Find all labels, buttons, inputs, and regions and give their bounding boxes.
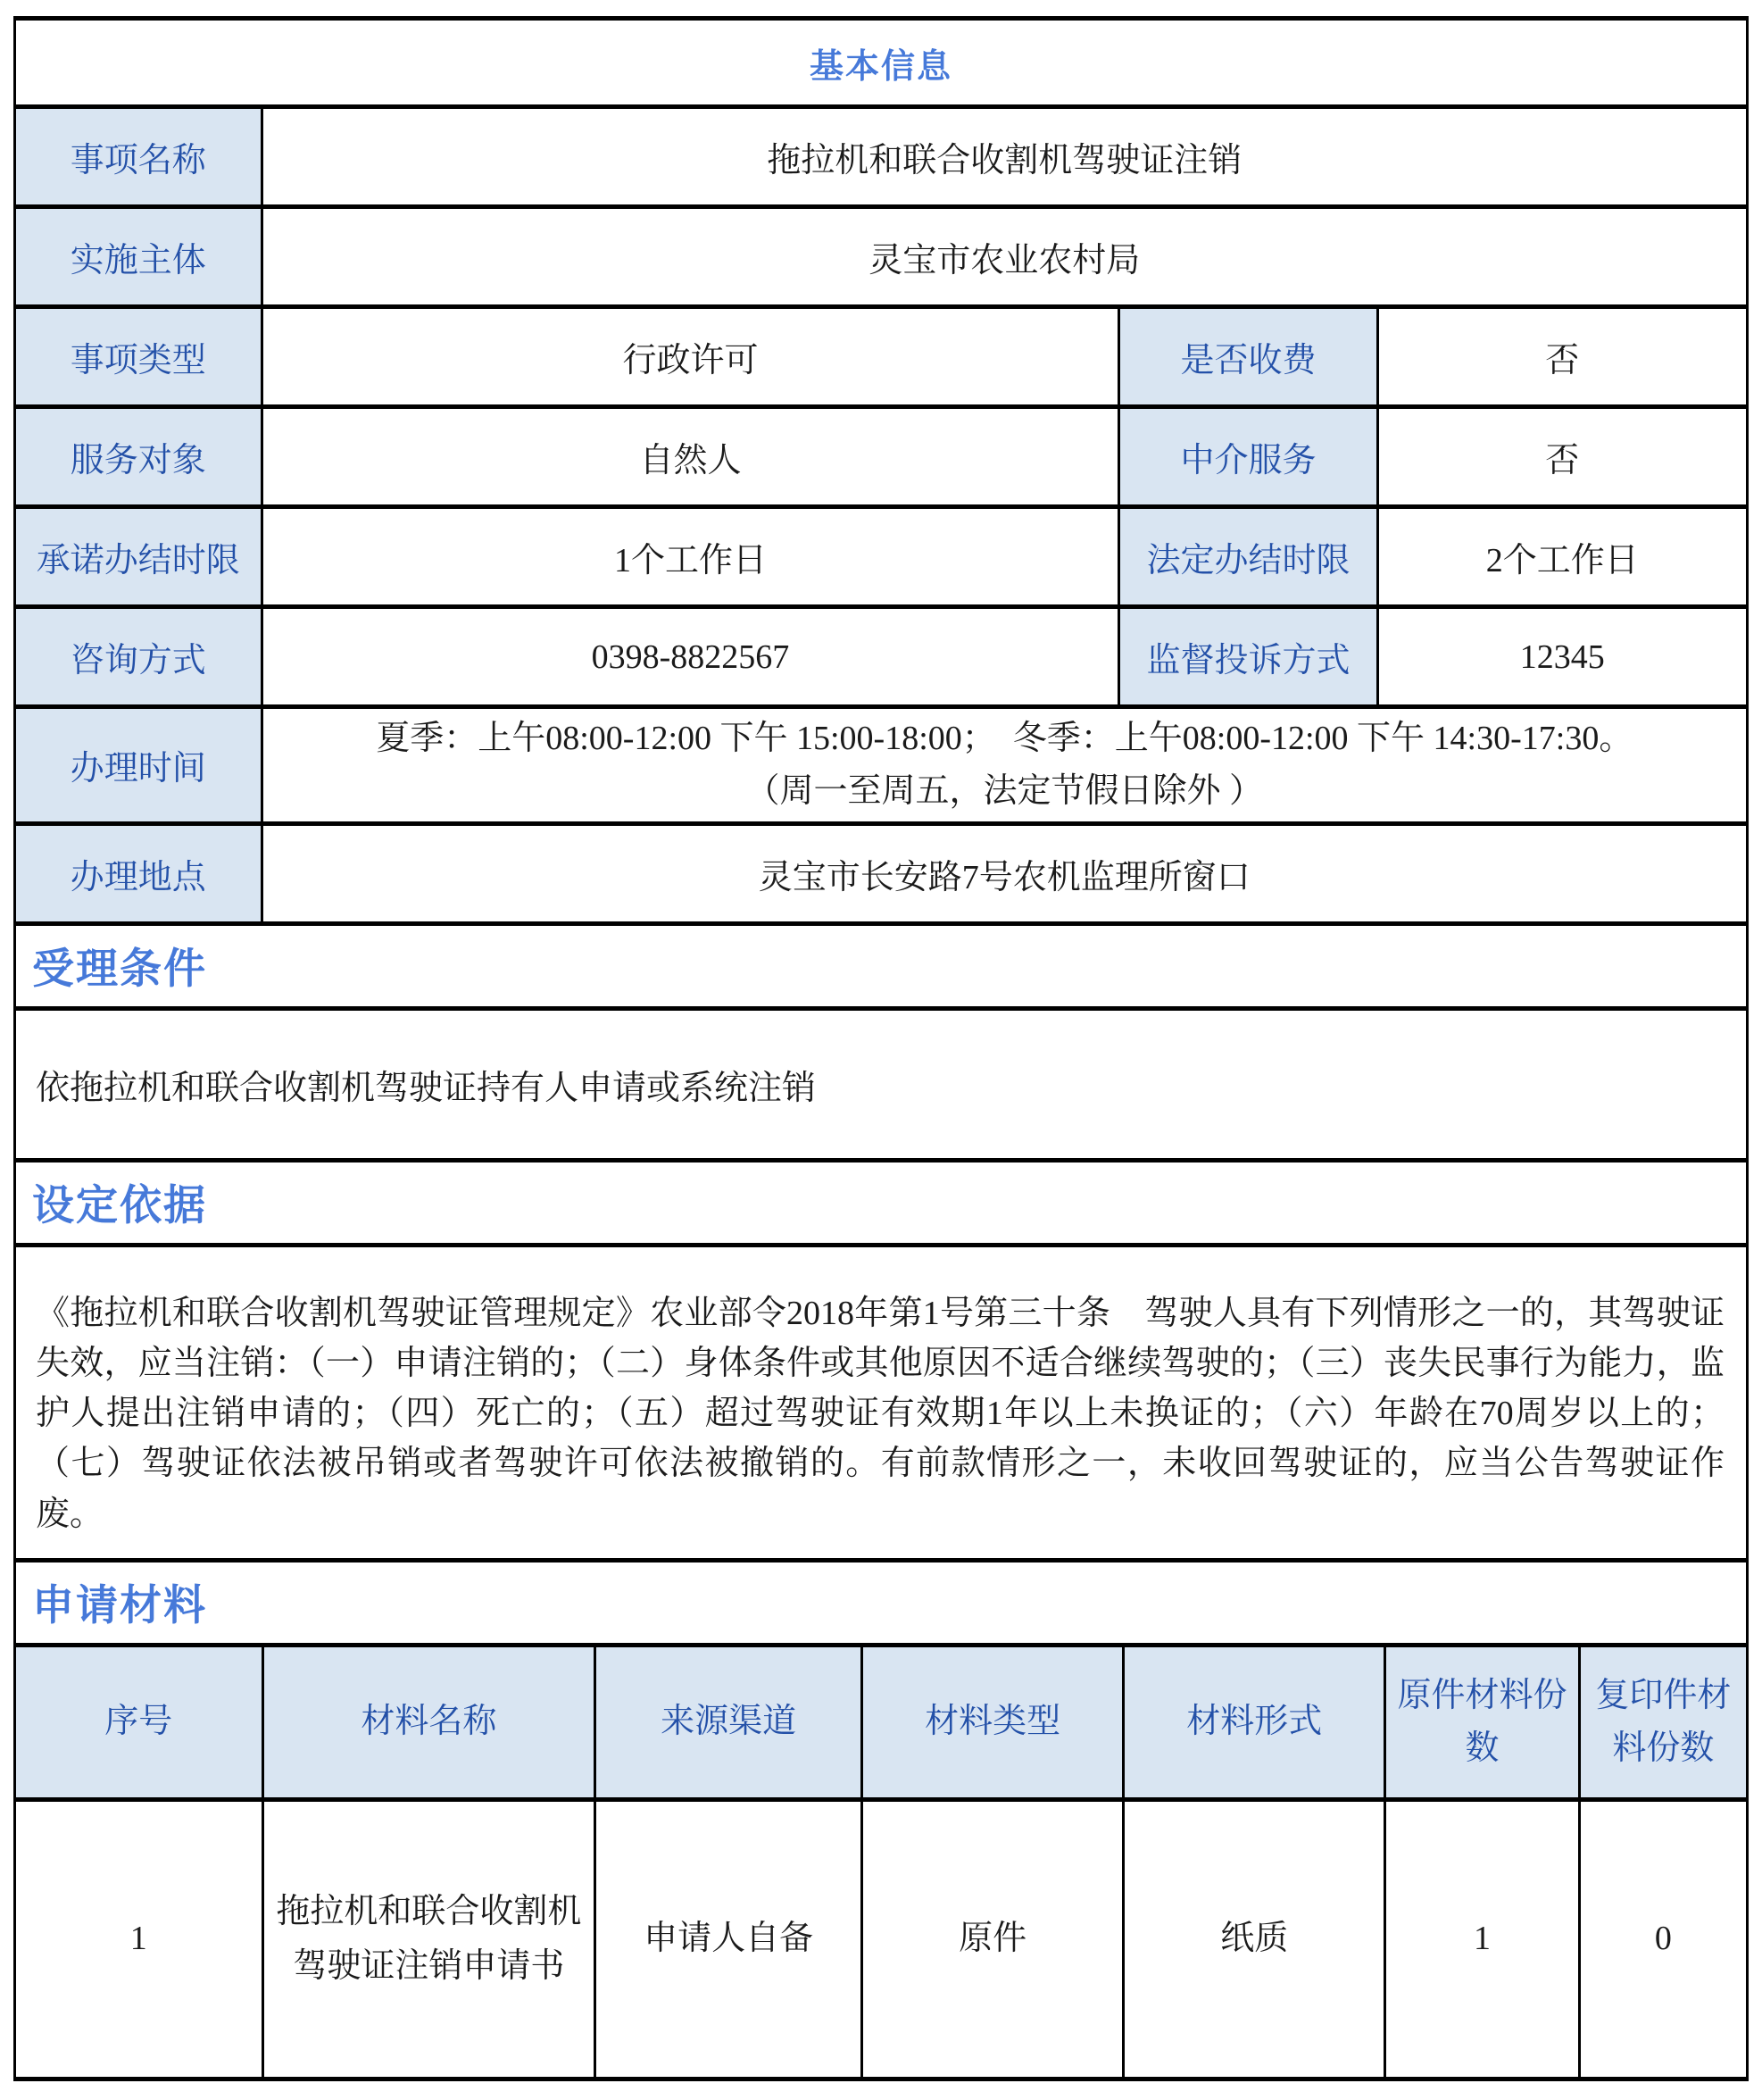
section-title-materials: 申请材料 [13, 1558, 1749, 1647]
consult-label: 咨询方式 [15, 607, 262, 707]
item-type-label: 事项类型 [15, 307, 262, 407]
col-header-material-form: 材料形式 [1124, 1645, 1385, 1799]
row-implementer [15, 207, 1748, 307]
material-form: 纸质 [1124, 1799, 1385, 2079]
legal-limit-value: 2个工作日 [1377, 507, 1747, 607]
legal-basis-content-text: 《拖拉机和联合收割机驾驶证管理规定》农业部令2018年第1号第三十条 驾驶人具有下列情形之一的，其驾驶证失效，应当注销：（一）申请注销的；（二）身体条件或其他原因不适合继续驾驶的；（三）丧失民事行为能力，监护人提出注销申请的；（四）死亡的；（五）超过驾驶证有效期1年以上未换证的；（六）年龄在70周岁以上的；（七）驾驶证依法被吊销或者驾驶许可依法被撤销的。有前款情形之一，未收回驾驶证的，应当公告驾驶证作废。 [36, 1294, 1725, 1533]
complaint-label: 监督投诉方式 [1119, 607, 1377, 707]
item-name-value: 拖拉机和联合收割机驾驶证注销 [262, 107, 1747, 207]
intermediary-label: 中介服务 [1119, 407, 1377, 507]
consult-value: 0398-8822567 [262, 607, 1119, 707]
row-time-limits [15, 507, 1748, 607]
hours-line-1: 夏季：上午08:00-12:00 下午 15:00-18:00； 冬季：上午08:00-12:00 下午 14:30-17:30。 [376, 720, 1633, 757]
implementer-value: 灵宝市农业农村局 [262, 207, 1747, 307]
complaint-value: 12345 [1377, 607, 1747, 707]
location-value: 灵宝市长安路7号农机监理所窗口 [262, 823, 1747, 923]
material-source: 申请人自备 [595, 1799, 862, 2079]
row-service-target-intermediary [15, 407, 1748, 507]
section-title-basic-info: 基本信息 [15, 19, 1748, 107]
material-copy-count: 0 [1579, 1799, 1747, 2079]
col-header-seq: 序号 [15, 1645, 263, 1799]
promised-limit-value: 1个工作日 [262, 507, 1119, 607]
acceptance-content-box [13, 1006, 1749, 1162]
legal-limit-label: 法定办结时限 [1119, 507, 1377, 607]
acceptance-content-text: 依拖拉机和联合收割机驾驶证持有人申请或系统注销 [36, 1069, 817, 1107]
materials-data-row [15, 1799, 1748, 2079]
row-item-name [15, 107, 1748, 207]
fee-label: 是否收费 [1119, 307, 1377, 407]
fee-value: 否 [1377, 307, 1747, 407]
material-original-count: 1 [1385, 1799, 1579, 2079]
promised-limit-label: 承诺办结时限 [15, 507, 262, 607]
service-target-label: 服务对象 [15, 407, 262, 507]
section-title-legal-basis: 设定依据 [13, 1158, 1749, 1247]
row-contact [15, 607, 1748, 707]
location-label: 办理地点 [15, 823, 262, 923]
row-hours [15, 707, 1748, 824]
hours-line-2: （周一至周五，法定节假日除外 ） [745, 771, 1264, 810]
col-header-material-type: 材料类型 [862, 1645, 1124, 1799]
item-name-label: 事项名称 [15, 107, 262, 207]
hours-value [262, 707, 1747, 824]
document-content [13, 16, 1749, 2081]
row-location [15, 823, 1748, 923]
intermediary-value: 否 [1377, 407, 1747, 507]
col-header-copy-count: 复印件材料份数 [1579, 1645, 1747, 1799]
legal-basis-content-box [13, 1243, 1749, 1562]
materials-table [13, 1643, 1749, 2081]
col-header-material-name: 材料名称 [262, 1645, 595, 1799]
basic-info-table [13, 16, 1749, 926]
col-header-original-count: 原件材料份数 [1385, 1645, 1579, 1799]
material-name: 拖拉机和联合收割机驾驶证注销申请书 [262, 1799, 595, 2079]
hours-label: 办理时间 [15, 707, 262, 824]
materials-header-row [15, 1645, 1748, 1799]
section-title-acceptance: 受理条件 [13, 921, 1749, 1011]
material-type: 原件 [862, 1799, 1124, 2079]
item-type-value: 行政许可 [262, 307, 1119, 407]
basic-info-title-row [15, 19, 1748, 107]
implementer-label: 实施主体 [15, 207, 262, 307]
col-header-source: 来源渠道 [595, 1645, 862, 1799]
material-seq: 1 [15, 1799, 263, 2079]
service-target-value: 自然人 [262, 407, 1119, 507]
row-item-type-fee [15, 307, 1748, 407]
